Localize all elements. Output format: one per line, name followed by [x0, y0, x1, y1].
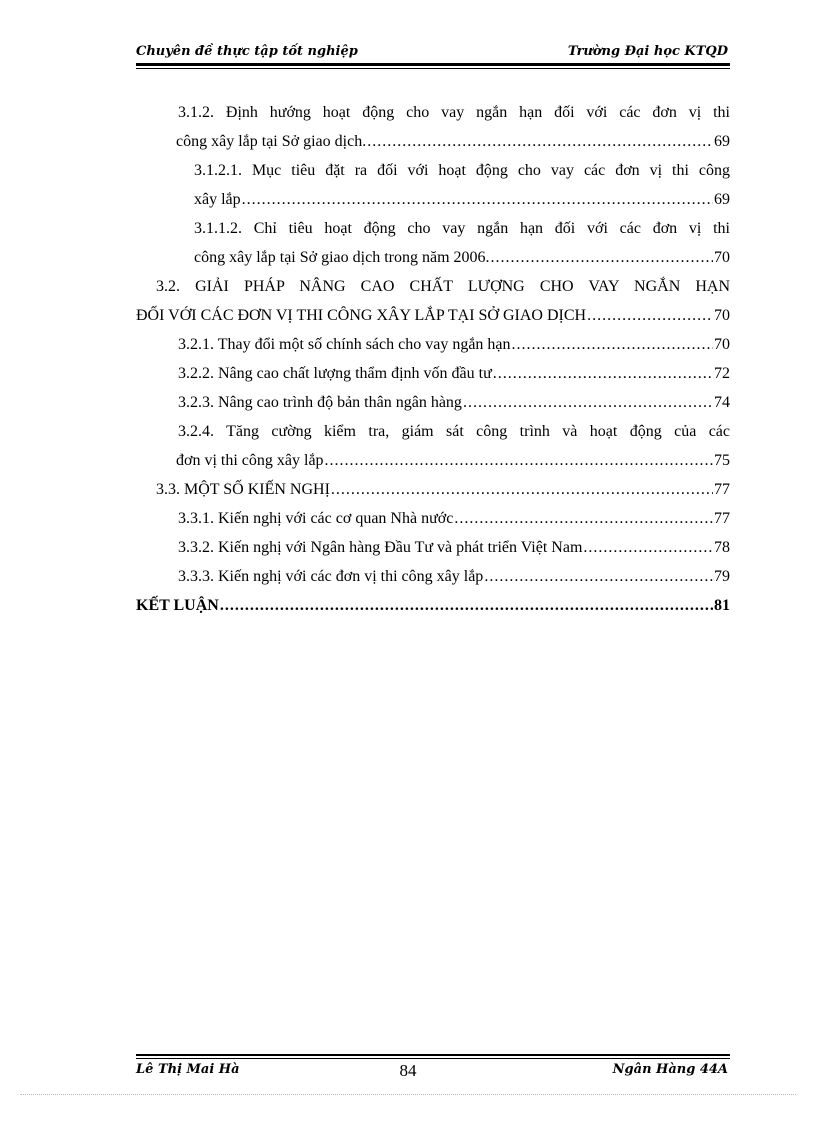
toc-leader-dots: [463, 388, 713, 417]
page-edge-separator: [20, 1094, 796, 1095]
toc-entry-text: 3.3.2. Kiến nghị với Ngân hàng Đầu Tư và phát triển Việt Nam: [178, 539, 583, 556]
toc-entry[interactable]: [136, 475, 730, 504]
toc-leader-dots: [220, 591, 713, 620]
toc-leader-dots: [491, 243, 713, 272]
toc-entry-text: 3.1.1.2. Chỉ tiêu hoạt động cho vay ngắn hạn đối với các đơn vị thi: [194, 220, 730, 237]
toc-leader-dots: [484, 562, 713, 591]
toc-page-number: 77: [714, 481, 730, 498]
toc-page-number: 81: [714, 597, 730, 614]
toc-leader-dots: [242, 185, 713, 214]
toc-entry-text: 3.1.2.1. Mục tiêu đặt ra đối với hoạt động cho vay các đơn vị thi công: [194, 162, 730, 179]
toc-entry-text: công xây lắp tại Sở giao dịch.: [176, 133, 367, 150]
toc-page-number: 79: [714, 568, 730, 585]
toc-entry-text: 3.2.4. Tăng cường kiểm tra, giám sát công trình và hoạt động của các: [178, 423, 730, 440]
header-rule-thin: [136, 68, 730, 69]
footer-rule-thin: [136, 1058, 730, 1059]
header-right-title: Trường Đại học KTQD: [567, 44, 728, 59]
toc-entry[interactable]: [136, 388, 730, 417]
toc-leader-dots: [367, 127, 713, 156]
toc-leader-dots: [325, 446, 713, 475]
toc-page-number: 70: [714, 249, 730, 266]
toc-entry-text: 3.3. MỘT SỐ KIẾN NGHỊ: [156, 481, 330, 498]
toc-page-number: 69: [714, 133, 730, 150]
toc-leader-dots: [512, 330, 713, 359]
footer-class: Ngân Hàng 44A: [612, 1062, 728, 1077]
footer-rule-thick: [136, 1054, 730, 1056]
toc-page-number: 75: [714, 452, 730, 469]
toc-entry-text: 3.3.3. Kiến nghị với các đơn vị thi công xây lắp: [178, 568, 484, 585]
toc-page-number: 72: [714, 365, 730, 382]
toc-entry-text: 3.3.1. Kiến nghị với các cơ quan Nhà nước: [178, 510, 454, 527]
toc-entry[interactable]: [136, 591, 730, 620]
toc-entry-text: 3.2.3. Nâng cao trình độ bản thân ngân hàng: [178, 394, 462, 411]
toc-leader-dots: [331, 475, 713, 504]
header-rule-thick: [136, 63, 730, 66]
toc-entry[interactable]: [136, 98, 730, 156]
header-left-title: Chuyên đề thực tập tốt nghiệp: [136, 44, 358, 59]
toc-page-number: 69: [714, 191, 730, 208]
toc-entry-text: KẾT LUẬN: [136, 597, 219, 614]
page-number: 84: [399, 1061, 417, 1080]
table-of-contents: [136, 98, 730, 620]
toc-entry[interactable]: [136, 330, 730, 359]
toc-entry-text: 3.2.2. Nâng cao chất lượng thẩm định vốn đầu tư: [178, 365, 492, 382]
toc-entry-text: 3.2. GIẢI PHÁP NÂNG CAO CHẤT LƯỢNG CHO VAY NGẮN HẠN: [156, 278, 730, 295]
toc-page-number: 77: [714, 510, 730, 527]
toc-leader-dots: [587, 301, 713, 330]
toc-entry[interactable]: [136, 504, 730, 533]
toc-entry[interactable]: [136, 156, 730, 214]
footer-author: Lê Thị Mai Hà: [136, 1062, 240, 1077]
toc-leader-dots: [493, 359, 713, 388]
toc-entry-text: ĐỐI VỚI CÁC ĐƠN VỊ THI CÔNG XÂY LẮP TẠI SỞ GIAO DỊCH: [136, 307, 587, 324]
toc-page-number: 74: [714, 394, 730, 411]
toc-entry-text: đơn vị thi công xây lắp: [176, 452, 324, 469]
toc-entry[interactable]: [136, 359, 730, 388]
toc-page-number: 70: [714, 336, 730, 353]
toc-entry[interactable]: [136, 562, 730, 591]
toc-page-number: 78: [714, 539, 730, 556]
toc-entry-text: xây lắp: [194, 191, 241, 208]
toc-entry-text: 3.2.1. Thay đổi một số chính sách cho vay ngắn hạn: [178, 336, 511, 353]
toc-entry-text: 3.1.2. Định hướng hoạt động cho vay ngắn hạn đối với các đơn vị thi: [178, 104, 730, 121]
toc-entry[interactable]: [136, 417, 730, 475]
toc-entry-text: công xây lắp tại Sở giao dịch trong năm 2006.: [194, 249, 490, 266]
toc-page-number: 70: [714, 307, 730, 324]
toc-leader-dots: [454, 504, 713, 533]
toc-entry[interactable]: [136, 533, 730, 562]
toc-entry[interactable]: [136, 214, 730, 272]
toc-leader-dots: [583, 533, 713, 562]
toc-entry[interactable]: [136, 272, 730, 330]
